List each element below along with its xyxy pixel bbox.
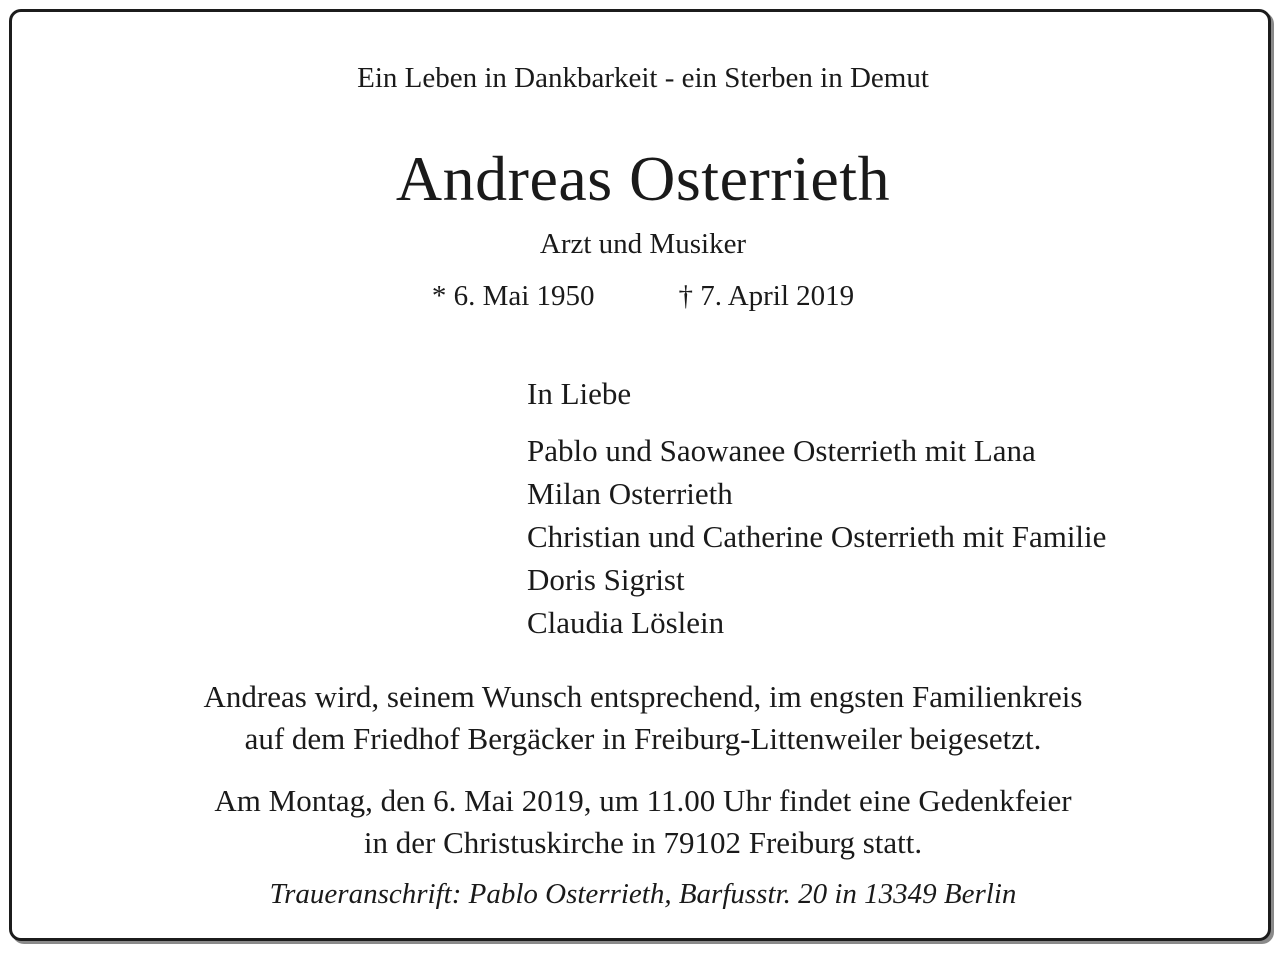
signers-block — [527, 376, 1106, 644]
burial-notice-line: Andreas wird, seinem Wunsch entsprechend, im engsten Familienkreis — [203, 679, 1083, 714]
signer: Doris Sigrist — [527, 562, 685, 597]
memorial-notice-line: Am Montag, den 6. Mai 2019, um 11.00 Uhr findet eine Gedenkfeier — [214, 783, 1072, 818]
signer: Claudia Löslein — [527, 605, 725, 640]
motto: Ein Leben in Dankbarkeit - ein Sterben in Demut — [357, 62, 929, 94]
burial-notice — [12, 676, 1274, 760]
memorial-notice — [12, 780, 1274, 864]
birth-date: * 6. Mai 1950 — [431, 280, 595, 312]
death-date: † 7. April 2019 — [678, 280, 855, 312]
signer: Pablo und Saowanee Osterrieth mit Lana — [527, 433, 1036, 468]
memorial-notice-line: in der Christuskirche in 79102 Freiburg statt. — [363, 825, 923, 860]
deceased-name: Andreas Osterrieth — [395, 143, 891, 214]
life-dates — [12, 280, 1274, 313]
mourning-address: Traueranschrift: Pablo Osterrieth, Barfusstr. 20 in 13349 Berlin — [269, 878, 1017, 910]
signer: Milan Osterrieth — [527, 476, 733, 511]
signer: Christian und Catherine Osterrieth mit Familie — [527, 519, 1107, 554]
burial-notice-line: auf dem Friedhof Bergäcker in Freiburg-Littenweiler beigesetzt. — [244, 721, 1042, 756]
obituary-card — [9, 9, 1271, 941]
profession: Arzt und Musiker — [539, 228, 747, 260]
signers-intro: In Liebe — [527, 376, 632, 411]
